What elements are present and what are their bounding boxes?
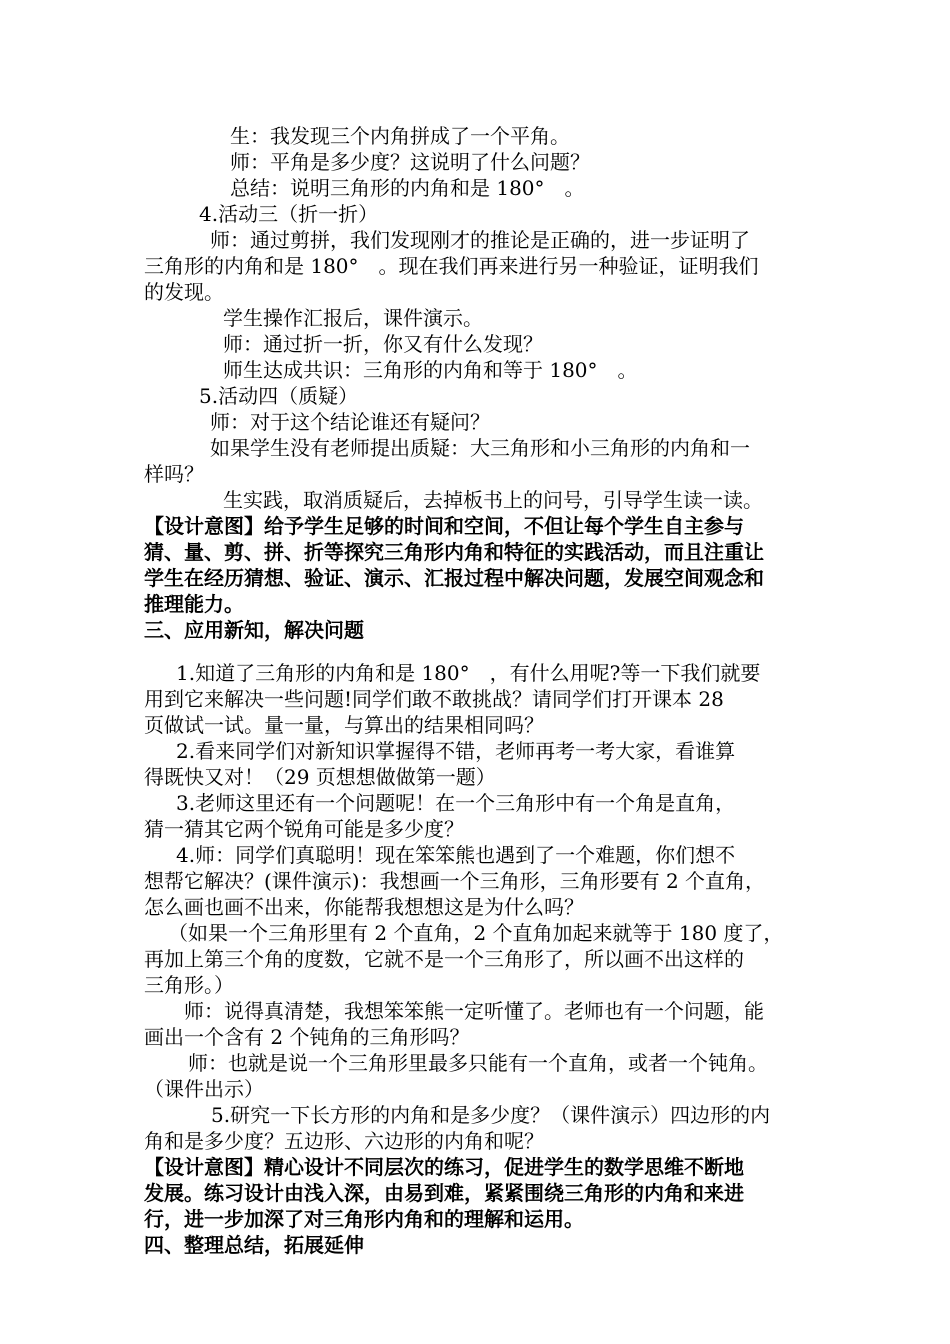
text-line: 5.活动四（质疑） bbox=[199, 384, 359, 408]
text-line: 再加上第三个角的度数，它就不是一个三角形了，所以画不出这样的 bbox=[144, 947, 744, 971]
text-line: 师：也就是说一个三角形里最多只能有一个直角，或者一个钝角。 bbox=[188, 1051, 768, 1075]
text-line: 师：通过剪拼，我们发现刚才的推论是正确的，进一步证明了 bbox=[210, 228, 750, 252]
text-line: 页做试一试。量一量，与算出的结果相同吗？ bbox=[144, 713, 544, 737]
design-intent-line: 猜、量、剪、拼、折等探究三角形内角和特征的实践活动，而且注重让 bbox=[144, 540, 764, 564]
text-line: 4.活动三（折一折） bbox=[199, 202, 379, 226]
text-line: 三角形。） bbox=[144, 973, 234, 997]
text-line: 想帮它解决？(课件演示)：我想画一个三角形，三角形要有 2 个直角， bbox=[144, 869, 766, 893]
text-line: 师：对于这个结论谁还有疑问？ bbox=[210, 410, 490, 434]
text-line: 4.师：同学们真聪明！现在笨笨熊也遇到了一个难题，你们想不 bbox=[176, 843, 736, 867]
design-intent-line: 推理能力。 bbox=[144, 592, 244, 616]
text-line: 的发现。 bbox=[144, 280, 224, 304]
section-heading: 四、整理总结，拓展延伸 bbox=[144, 1233, 364, 1257]
text-line: 画出一个含有 2 个钝角的三角形吗？ bbox=[144, 1025, 470, 1049]
text-line: 怎么画也画不出来，你能帮我想想这是为什么吗？ bbox=[144, 895, 584, 919]
design-intent-line: 【设计意图】精心设计不同层次的练习，促进学生的数学思维不断地 bbox=[144, 1155, 744, 1179]
section-heading: 三、应用新知，解决问题 bbox=[144, 618, 364, 642]
text-line: 5.研究一下长方形的内角和是多少度？（课件演示）四边形的内 bbox=[211, 1103, 771, 1127]
text-line: 样吗？ bbox=[144, 462, 204, 486]
design-intent-line: 学生在经历猜想、验证、演示、汇报过程中解决问题，发展空间观念和 bbox=[144, 566, 764, 590]
text-line: （如果一个三角形里有 2 个直角，2 个直角加起来就等于 180 度了， bbox=[168, 921, 784, 945]
text-line: 如果学生没有老师提出质疑：大三角形和小三角形的内角和一 bbox=[210, 436, 750, 460]
text-line: 三角形的内角和是 180° 。现在我们再来进行另一种验证，证明我们 bbox=[144, 254, 759, 278]
design-intent-line: 发展。练习设计由浅入深，由易到难，紧紧围绕三角形的内角和来进 bbox=[144, 1181, 744, 1205]
text-line: 学生操作汇报后，课件演示。 bbox=[223, 306, 483, 330]
text-line: 师生达成共识：三角形的内角和等于 180° 。 bbox=[223, 358, 638, 382]
text-line: （课件出示） bbox=[144, 1077, 264, 1101]
text-line: 师：平角是多少度？这说明了什么问题？ bbox=[230, 150, 590, 174]
text-line: 师：说得真清楚，我想笨笨熊一定听懂了。老师也有一个问题，能 bbox=[184, 999, 764, 1023]
text-line: 用到它来解决一些问题!同学们敢不敢挑战？请同学们打开课本 28 bbox=[144, 687, 724, 711]
design-intent-line: 行，进一步加深了对三角形内角和的理解和运用。 bbox=[144, 1207, 584, 1231]
text-line: 猜一猜其它两个锐角可能是多少度？ bbox=[144, 817, 464, 841]
text-line: 生：我发现三个内角拼成了一个平角。 bbox=[230, 124, 570, 148]
text-line: 总结：说明三角形的内角和是 180° 。 bbox=[230, 176, 585, 200]
text-line: 师：通过折一折，你又有什么发现？ bbox=[223, 332, 543, 356]
text-line: 1.知道了三角形的内角和是 180° ，有什么用呢?等一下我们就要 bbox=[176, 661, 761, 685]
text-line: 2.看来同学们对新知识掌握得不错，老师再考一考大家，看谁算 bbox=[176, 739, 736, 763]
design-intent-line: 【设计意图】给予学生足够的时间和空间，不但让每个学生自主参与 bbox=[144, 514, 744, 538]
text-line: 3.老师这里还有一个问题呢！在一个三角形中有一个角是直角， bbox=[176, 791, 736, 815]
text-line: 角和是多少度？五边形、六边形的内角和呢？ bbox=[144, 1129, 544, 1153]
text-line: 生实践，取消质疑后，去掉板书上的问号，引导学生读一读。 bbox=[223, 488, 763, 512]
text-line: 得既快又对！（29 页想想做做第一题） bbox=[144, 765, 496, 789]
